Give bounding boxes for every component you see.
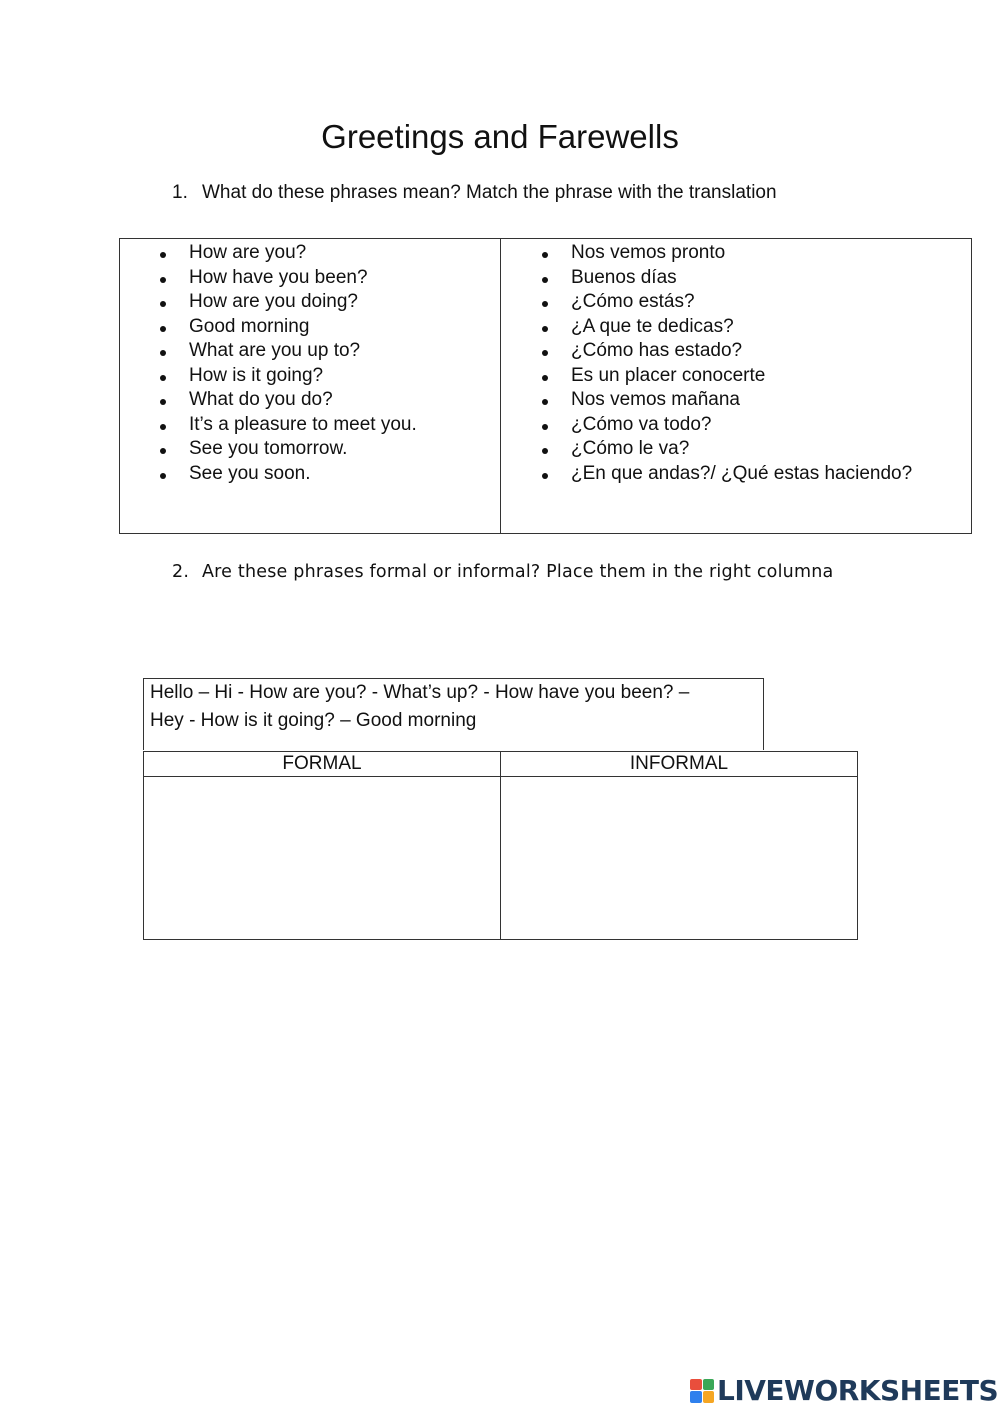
question-2-text: Are these phrases formal or informal? Place them in the right columna xyxy=(202,562,834,582)
bullet-icon xyxy=(160,350,166,356)
logo-text: LIVEWORKSHEETS xyxy=(717,1374,999,1407)
bullet-icon xyxy=(160,448,166,454)
english-phrase-item xyxy=(120,290,500,315)
informal-header: INFORMAL xyxy=(501,752,858,777)
spanish-phrase-item xyxy=(501,290,971,315)
bullet-icon xyxy=(160,252,166,258)
bullet-icon xyxy=(542,350,548,356)
spanish-phrase-text: ¿Cómo has estado? xyxy=(571,340,743,361)
bullet-icon xyxy=(542,326,548,332)
bullet-icon xyxy=(542,252,548,258)
bullet-icon xyxy=(542,448,548,454)
bullet-icon xyxy=(542,375,548,381)
question-2 xyxy=(172,562,833,582)
english-phrase-text: See you tomorrow. xyxy=(189,438,348,459)
informal-drop-area[interactable] xyxy=(501,777,858,940)
english-phrase-text: How have you been? xyxy=(189,266,368,288)
logo-mark-icon xyxy=(690,1379,714,1403)
bullet-icon xyxy=(542,424,548,430)
spanish-phrase-text: Nos vemos mañana xyxy=(571,389,740,410)
bullet-icon xyxy=(160,424,166,430)
logo-square xyxy=(690,1391,702,1403)
spanish-phrase-list xyxy=(501,239,971,486)
spanish-phrase-item xyxy=(501,339,971,364)
bullet-icon xyxy=(542,301,548,307)
english-phrase-list xyxy=(120,239,500,486)
bullet-icon xyxy=(542,399,548,405)
spanish-phrase-text: ¿Cómo le va? xyxy=(571,438,690,459)
spanish-phrase-item xyxy=(501,364,971,389)
bullet-icon xyxy=(160,473,166,479)
spanish-phrase-text: Nos vemos pronto xyxy=(571,242,726,263)
logo-square xyxy=(703,1391,715,1403)
bullet-icon xyxy=(160,399,166,405)
logo-square xyxy=(703,1379,715,1391)
logo-square xyxy=(690,1379,702,1391)
english-phrase-item xyxy=(120,437,500,462)
english-phrase-item xyxy=(120,339,500,364)
english-phrase-text: How are you doing? xyxy=(189,291,358,312)
bullet-icon xyxy=(160,326,166,332)
english-phrase-item xyxy=(120,315,500,340)
spanish-phrase-item xyxy=(501,437,971,462)
liveworksheets-logo xyxy=(690,1374,998,1407)
question-2-number: 2. xyxy=(172,562,190,582)
page-title: Greetings and Farewells xyxy=(321,118,679,155)
english-phrase-text: What are you up to? xyxy=(189,340,361,361)
spanish-phrases-column xyxy=(501,239,972,534)
formal-informal-table xyxy=(143,751,858,940)
english-phrases-column xyxy=(120,239,501,534)
bullet-icon xyxy=(542,473,548,479)
english-phrase-text: What do you do? xyxy=(189,389,333,410)
spanish-phrase-text: Es un placer conocerte xyxy=(571,364,766,386)
spanish-phrase-item xyxy=(501,241,971,266)
bullet-icon xyxy=(542,277,548,283)
spanish-phrase-text: ¿Cómo va todo? xyxy=(571,413,712,435)
spanish-phrase-item xyxy=(501,388,971,413)
word-bank xyxy=(143,678,764,750)
english-phrase-text: It’s a pleasure to meet you. xyxy=(189,413,417,435)
english-phrase-item xyxy=(120,413,500,438)
spanish-phrase-text: Buenos días xyxy=(571,266,677,288)
english-phrase-text: Good morning xyxy=(189,315,310,337)
spanish-phrase-text: ¿Cómo estás? xyxy=(571,291,695,312)
english-phrase-item xyxy=(120,388,500,413)
word-bank-line-2: Hey - How is it going? – Good morning xyxy=(150,710,477,731)
english-phrase-text: How are you? xyxy=(189,242,307,263)
bullet-icon xyxy=(160,301,166,307)
english-phrase-item xyxy=(120,462,500,487)
matching-table xyxy=(119,238,972,534)
spanish-phrase-item xyxy=(501,413,971,438)
question-1 xyxy=(172,182,777,204)
english-phrase-item xyxy=(120,241,500,266)
spanish-phrase-item xyxy=(501,315,971,340)
spanish-phrase-item xyxy=(501,462,971,487)
english-phrase-item xyxy=(120,364,500,389)
formal-header: FORMAL xyxy=(144,752,501,777)
english-phrase-text: How is it going? xyxy=(189,364,324,386)
spanish-phrase-text: ¿A que te dedicas? xyxy=(571,315,734,337)
bullet-icon xyxy=(160,277,166,283)
spanish-phrase-text: ¿En que andas?/ ¿Qué estas haciendo? xyxy=(571,462,913,484)
question-1-number: 1. xyxy=(172,182,188,203)
bullet-icon xyxy=(160,375,166,381)
question-1-text: What do these phrases mean? Match the phrase with the translation xyxy=(202,182,777,203)
formal-drop-area[interactable] xyxy=(144,777,501,940)
spanish-phrase-item xyxy=(501,266,971,291)
english-phrase-item xyxy=(120,266,500,291)
english-phrase-text: See you soon. xyxy=(189,462,311,484)
word-bank-line-1: Hello – Hi - How are you? - What’s up? - How have you been? – xyxy=(150,682,690,703)
